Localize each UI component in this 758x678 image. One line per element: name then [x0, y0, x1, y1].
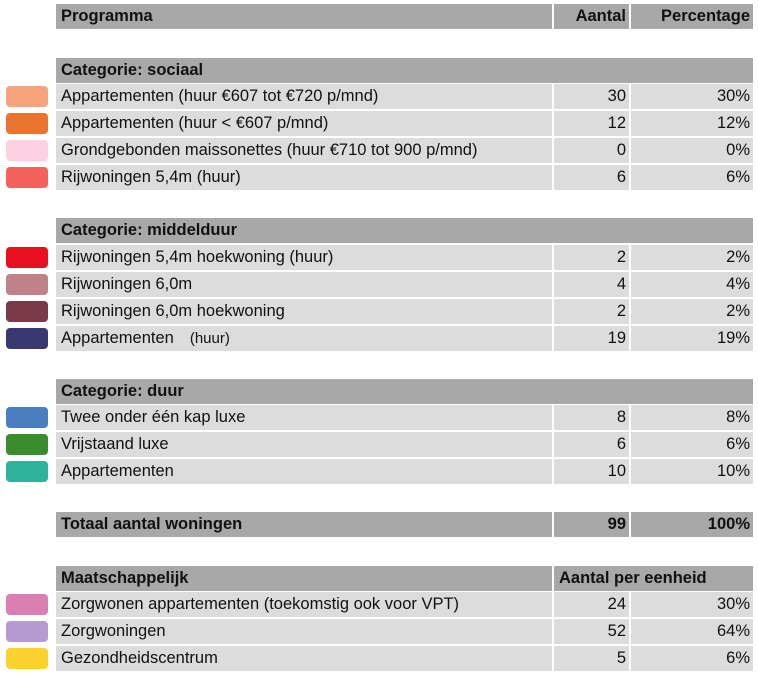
color-swatch — [6, 407, 48, 428]
row-percentage: 2% — [631, 245, 753, 270]
row-aantal: 19 — [554, 326, 629, 351]
color-swatch — [6, 434, 48, 455]
table-row — [56, 165, 753, 190]
row-percentage: 19% — [631, 326, 753, 351]
row-aantal: 5 — [554, 646, 629, 671]
row-label: Appartementen (huur < €607 p/mnd) — [56, 111, 552, 136]
row-percentage: 6% — [631, 165, 753, 190]
table-row — [56, 245, 753, 270]
row-label: Twee onder één kap luxe — [56, 405, 552, 430]
row-label-text: Appartementen — [61, 329, 174, 347]
row-label: Rijwoningen 6,0m — [56, 272, 552, 297]
row-label: Rijwoningen 5,4m hoekwoning (huur) — [56, 245, 552, 270]
section-header-middelduur — [56, 218, 753, 243]
row-aantal: 4 — [554, 272, 629, 297]
table-row — [56, 432, 753, 457]
color-swatch — [6, 301, 48, 322]
row-label: Rijwoningen 5,4m (huur) — [56, 165, 552, 190]
row-aantal: 2 — [554, 299, 629, 324]
table-row — [56, 111, 753, 136]
row-label: Gezondheidscentrum — [56, 646, 552, 671]
row-aantal: 12 — [554, 111, 629, 136]
row-label: Rijwoningen 6,0m hoekwoning — [56, 299, 552, 324]
color-swatch — [6, 328, 48, 349]
row-aantal: 6 — [554, 165, 629, 190]
color-swatch — [6, 461, 48, 482]
section-header-maatschappelijk — [56, 566, 753, 591]
row-percentage: 30% — [631, 592, 753, 617]
row-percentage: 12% — [631, 111, 753, 136]
header-percentage: Percentage — [631, 4, 753, 29]
table-row — [56, 619, 753, 644]
row-percentage: 6% — [631, 432, 753, 457]
color-swatch — [6, 621, 48, 642]
total-aantal: 99 — [554, 512, 629, 537]
row-percentage: 8% — [631, 405, 753, 430]
row-label: Appartementen (huur €607 tot €720 p/mnd) — [56, 84, 552, 109]
section-title: Maatschappelijk — [56, 566, 552, 591]
row-label: Zorgwonen appartementen (toekomstig ook voor VPT) — [56, 592, 552, 617]
row-label: Vrijstaand luxe — [56, 432, 552, 457]
color-swatch — [6, 247, 48, 268]
row-label — [56, 326, 552, 351]
header-aantal: Aantal — [554, 4, 629, 29]
row-aantal: 10 — [554, 459, 629, 484]
table-row — [56, 459, 753, 484]
row-percentage: 30% — [631, 84, 753, 109]
row-aantal: 30 — [554, 84, 629, 109]
section-title: Categorie: duur — [56, 379, 753, 404]
row-label-note: (huur) — [189, 330, 230, 347]
table-row — [56, 84, 753, 109]
section-title: Categorie: middelduur — [56, 218, 753, 243]
header-aantal-per-eenheid: Aantal per eenheid — [554, 566, 753, 591]
table-row — [56, 272, 753, 297]
color-swatch — [6, 140, 48, 161]
total-percentage: 100% — [631, 512, 753, 537]
row-percentage: 64% — [631, 619, 753, 644]
row-label: Appartementen — [56, 459, 552, 484]
row-percentage: 0% — [631, 138, 753, 163]
table-row — [56, 138, 753, 163]
row-aantal: 2 — [554, 245, 629, 270]
color-swatch — [6, 167, 48, 188]
color-swatch — [6, 86, 48, 107]
color-swatch — [6, 113, 48, 134]
table-row — [56, 405, 753, 430]
header-programma: Programma — [56, 4, 552, 29]
row-label: Zorgwoningen — [56, 619, 552, 644]
section-header-sociaal — [56, 58, 753, 83]
section-header-duur — [56, 379, 753, 404]
table-header — [56, 4, 753, 29]
row-aantal: 0 — [554, 138, 629, 163]
row-aantal: 6 — [554, 432, 629, 457]
section-title: Categorie: sociaal — [56, 58, 753, 83]
row-label: Grondgebonden maissonettes (huur €710 tot 900 p/mnd) — [56, 138, 552, 163]
table-row — [56, 646, 753, 671]
row-percentage: 6% — [631, 646, 753, 671]
row-percentage: 10% — [631, 459, 753, 484]
color-swatch — [6, 594, 48, 615]
row-percentage: 4% — [631, 272, 753, 297]
row-aantal: 24 — [554, 592, 629, 617]
total-label: Totaal aantal woningen — [56, 512, 552, 537]
total-row — [56, 512, 753, 537]
color-swatch — [6, 274, 48, 295]
row-aantal: 52 — [554, 619, 629, 644]
row-percentage: 2% — [631, 299, 753, 324]
color-swatch — [6, 648, 48, 669]
table-row — [56, 299, 753, 324]
row-aantal: 8 — [554, 405, 629, 430]
table-row — [56, 326, 753, 351]
table-row — [56, 592, 753, 617]
